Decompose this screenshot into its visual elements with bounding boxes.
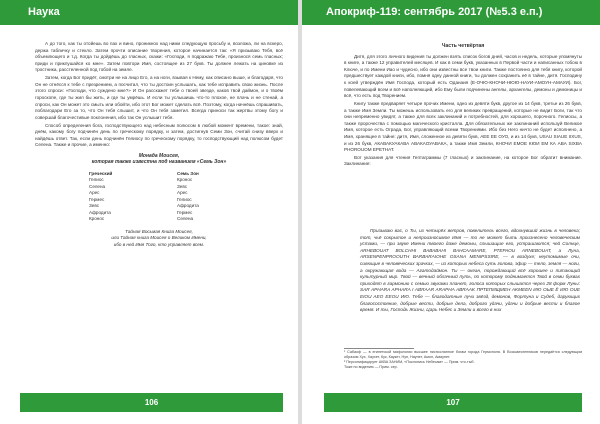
right-page-header: Апокриф-119: сентябрь 2017 (№5.3 е.п.): [302, 0, 600, 25]
right-page-body: [344, 43, 582, 169]
quote-text: Призываю вас, о Ты, из четырёх ветров, повелитель всего, вдохнувший жизнь в человека; тот, чьё сокрытое и непроизносимое Имя — то не может быть произнесено человеческим устами, — при звуке Имени твоего даже демоны, слышащие его, устрашаются; чей Солнце, АRНЕВОUАТ ВОLCHHI ВАВАВАНI ВАНСААМАRЕ, РТЕРАОU ARNEBOUAT, а Луна, ARSENPENPROOUTH ВАRВАRАIОНЕ OSANA MENIPSSIRE, — в воздухе; неутомимые очи, сияющие в человеческих зрачках, — из которых небеса суть голова, эфир — тело, земля — ноги, а окружающая вода — Агатодаймон. Ты — океан, порождающий всё хорошее и питающий культурный мир. Твой — вечный облачный путь, по которому поднимается Твой в семи буквах приходят в гармонию с семью звуками планет, голоса которых слышатся через 28 форм Луны: SAR APHARA APHARA I ABRAAR ARAPHA ABRAAK ПРТЕПИЩМЕН AKMEEN ИЮ ОЫЕ Ё ИЮ OUE EIOU AEO EEOU ИЮ. Тебе — благодатные лучи звёзд, демонов, Фортуна и Судеб, дарующих благосостояние, добрые вести, добрые дела, доброго удачи, удачи и добрые вести и благое время. И ты, Господь Жизни, Царь Небес и Земли и всего в них: [360, 228, 580, 313]
table-cell: Арес: [177, 190, 188, 196]
table-cell: Зевс: [177, 183, 188, 189]
footnote: ¹ Сабаоф — в египетской мифологии высшее ниспосланное богам города Гермополя. В Восьмичленников передаётся следующим образом Хух, Хаухет, Кук, Каукет, Нун, Наунет, Амон, Амаунет.: [344, 350, 582, 360]
footnote: ² Персонифицирует АКВА ЗАНИМ, «Поклонись Небесам» — Прим. что-тыб.: [344, 360, 475, 365]
table-cell: Арес: [89, 190, 100, 196]
left-page-number: 106: [20, 393, 283, 412]
table-cell: Гелиос: [177, 196, 192, 202]
table-cell: Гелиос: [89, 177, 104, 183]
table-header: Семь Зон: [177, 170, 199, 176]
footnote-divider: [344, 348, 414, 349]
right-page-number: 107: [324, 393, 582, 412]
table-cell: Кронос: [177, 177, 193, 183]
table-colophon: Тайная Восьмая Книга Моисея, или Тайная книга Моисея о Великом Имени, ибо в ней Имя Того, кто управляет всем.: [111, 228, 207, 247]
left-page: [0, 0, 298, 424]
left-paragraph: Затем, когда Бог придёт, смотри не на лицо Его, а на ноги, взывая к Нему, как описано выше, и благодаря, что Он не отнёсся к тебе с презрением, а посчитал, что ты достоин услышать, как тебе исправить свою жизнь. После этого спроси: «Господи, что суждено мне?» И Он расскажет тебе о твоей звезде, каков твой даймон, и о твоём гороскопе, где ты жил бы жить, и где ты умрёшь. И если ты услышишь что-то плохое, не плачь и не стенай, а спроси, как Он может это смыть или обойти, ибо этот Бог может сделать всё. Поэтому, когда начнёшь спрашивать, поблагодари Его за то, что Он тебя слышит, и что Он тебя заметил. Всегда приноси так жертвы этому богу и совершай благочестивые поклонения, ибо так Он услышит тебя.: [35, 75, 283, 120]
table-cell: Зевс: [89, 203, 100, 209]
footnote: Тоже по видению — Прим. сер.: [344, 365, 398, 370]
right-page: [302, 0, 600, 424]
table-title: Монада Моисея, которая также известна под названием «Семь Зон»: [91, 152, 227, 166]
left-paragraph: А до того, как ты отойешь во пах и вино, проникнох над ними следующую просьбу и, возложа, ли на вскеро, держа табличку и стекло. Затем прочти описание творения, которое начинается так: «Я призываю Тебя, всё объемлющего и т.д. Когда ты дойдёшь до гласных, скажи: «Господи, я подражаю Тебе, произнося семь гласных; приди и приклушайся ко мне». Затем повтори Имя, состоящее из 27 букв. Ты должен лежать на циновке из тростника, расстеленной под тобой на земле.: [35, 41, 283, 73]
table-cell: Селена: [177, 216, 194, 222]
table-cell: Гермес: [89, 196, 105, 202]
table-cell: Гермес: [177, 209, 193, 215]
table-cell: Кронос: [89, 216, 105, 222]
planets-table: [89, 171, 265, 223]
table-header: Греческий: [89, 170, 113, 176]
right-paragraph: Книгу также предваряет четыре прочих Имени, одно из девяти букв, другое из 14 букв, третье из 26 букв, а также Имя Земли. Ты можешь использовать его для великих превращений, которые не видит Боги, так что они непременно увидят, а также для всех заклинаний и потребностей, для хорошего, порочного. Гелиосы, а также пророчества с помощью магического кристалла. Для обязательных же заклинаний используй Великое Имя, которое есть Ограда, Бог, управляющий всеми Творениями. Ибо без Него ничто не будет исполнено, а Имя, хранящее в тайне: дитя, Имя, сложенное из девяти букв, АЕЕ ЕЕ ОУО, и из 14 букв, USAU SIAUE IIXUS, и из 26 букв, АКАВАКУАКАВА АВАКАОУАВАКА, а также Имя Земли, КНОЧИ ЕМОЕ КЮИ ЕМ КА ABA SIXBA PHOROUOM ЕРЕТНАТ.: [344, 100, 582, 153]
table-cell: Афродита: [89, 209, 111, 215]
footnotes: [344, 350, 582, 370]
right-paragraph: Вот указания для чтения Гептаграммы (7 гласных) и заклинание, на которое Бог обратит внимание. Заклинание:: [344, 154, 582, 167]
left-page-header: Наука: [0, 0, 298, 25]
right-paragraph: Дитя, для этого личного видения ты должен взять список богов дней, часов и недель, которые упомянуты в книге, а также 12 управителей месяцев. И как в семи букв, указанных в Первой части и написанных тобою в Ключе, и по Имени Иао и чудесно, ибо они известны все твои книги. Также постоянно для тебя книгу, которой предшествует каждой книги, ибо, помня одну данной книги, ты должен сохранить её в тайне, дитя. Господину к коей утверждён Имя Господа, который есть Оданаия (Е-ОЧЮ-КНОЧИ-НЮЮ-НАУИ-АМОУН-АМАУИ). Бог, повелевающий всем и всё наполняющий, ибо Ему были подчинены ангелы, архангелы, демоны и демоницы и всё, что есть под Творением.: [344, 53, 582, 99]
invocation-quote: [360, 228, 580, 314]
table-cell: Селена: [89, 183, 106, 189]
part-title: Часть четвёртая: [441, 43, 485, 49]
left-page-body: [35, 41, 283, 248]
table-row: [89, 216, 265, 223]
table-cell: Афродита: [177, 203, 199, 209]
left-paragraph: Способ определения бога, господствующего над небесным полюсом в любой момент времени, такое: знай, днём, какому богу подчинён день по греческому порядку, и затем, достигнув Семи Зон, считай снизу вверх и найдёшь ответ. Так, если день подчинён Гелиосу по греческому порядку, то господствующий над полюсом будет Селена. Также и прочие, а именно:: [35, 122, 283, 148]
